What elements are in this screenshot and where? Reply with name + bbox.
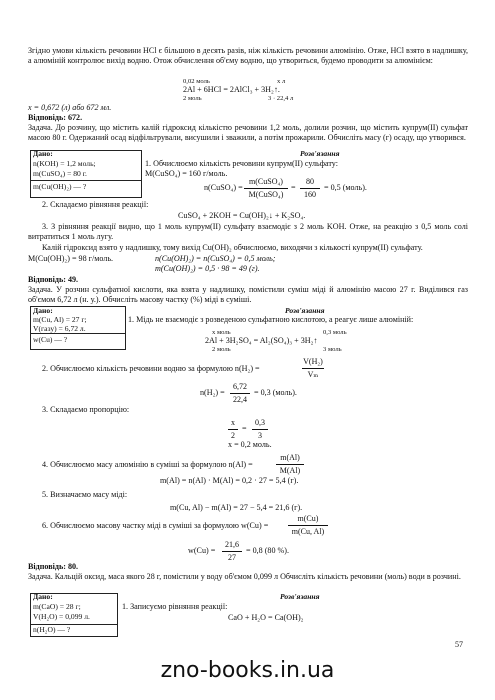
task-3-step-6-fraction: m(Cu) m(Cu, Al) — [288, 514, 328, 537]
task-3-step-6-result: = 0,8 (80 %). — [246, 546, 290, 555]
task-3-step-2-fraction-2: 6,72 22,4 — [230, 382, 250, 405]
eq3-bottom-right: 3 моль — [323, 346, 342, 353]
task-3-step-2: 2. Обчислюємо кількість речовини водню за формулою n(H₂) = — [42, 364, 260, 373]
task-2-formula-left: n(CuSO₄) = — [204, 183, 243, 192]
task-2-given-2: m(CuSO₄) = 80 г. — [33, 169, 87, 178]
task-3-step-6-formula-left: w(Cu) = — [188, 546, 216, 555]
task-4-find: n(H₂O) — ? — [33, 625, 71, 634]
task-3-given-heading: Дано: — [33, 306, 53, 315]
task-2-fraction-1: m(CuSO₄) M(CuSO₄) — [244, 177, 288, 200]
task-3-step-2-formula-left: n(H₂) = — [200, 388, 225, 397]
task-3-step-1: 1. Мідь не взаємодіє з розведеною сульфатною кислотою, а реагує лише алюміній: — [128, 315, 414, 324]
answer-2: Відповідь: 49. — [28, 275, 79, 284]
eq1-bottom-right: 3 · 22,4 л — [268, 95, 294, 102]
task-2-given-heading: Дано: — [33, 149, 53, 158]
textbook-page: Згідно умови кількість речовини HCl є більшою в десять разів, ніж кількість речовини алюмінію. Отже, HCl взято в надлишку, а алюміній контролює вихід водню. Отож обчислення об'єму водню, що утвориться, будемо проводити за алюмінієм: 0,02 моль x л 2Al + 6HCl = 2AlCl₃ + 3H₂↑. 2 моль 3 · 22,4 л x = 0,672 (л) або 672 мл. Відповідь: 672. Задача. До розчину, що містить калій гідроксид кількістю речовини 1,2 моль, долили розчин, що містить купрум(II) сульфат масою 80 г. Одержаний осад відфільтрували, висушили і зважили, а потім прожарили. Обчисліть масу (г) осаду, що утворився. Дано: Розв'язання n(KOH) = 1,2 моль; m(CuSO₄) = 80 г. m(Cu(OH)₂) — ? 1. Обчислюємо кількість речовини купрум(II) сульфату: M(CuSO₄) = 160 г/моль. n(CuSO₄) = m(CuSO₄) M(CuSO₄) = 80 160 = 0,5 (моль). 2. Складаємо рівняння реакції: CuSO₄ + 2KOH = Cu(OH)₂↓ + K₂SO₄. 3. З рівняння реакції видно, що 1 моль купрум(II) сульфату взаємодіє з 2 моль KOH. Отже, на реакцію з 0,5 моль солі витратиться 1 моль лугу. Калій гідроксид взято у надлишку, тому вихід Cu(OH)₂ обчислюємо, виходячи з кількості купрум(II) сульфату. M(Cu(OH)₂) = 98 г/моль. n(Cu(OH)₂) = n(CuSO₄) = 0,5 моль; m(Cu(OH)₂) = 0,5 · 98 = 49 (г). Відповідь: 49. Задача. У розчин сульфатної кислоти, яка взята у надлишку, помістили суміш міді й алюмінію масою 27 г. Виділився газ об'ємом 6,72 л (н. у.). Обчисліть масову частку (%) міді в суміші. Дано: Розв'язання m(Cu, Al) = 27 г; V(газу) = 6,72 л. w(Cu) — ? 1. Мідь не взаємодіє з розведеною сульфатною кислотою, а реагує лише алюміній: x моль 0,3 моль 2Al + 3H₂SO₄ = Al₂(SO₄)₃ + 3H₂↑ 2 моль 3 моль 2. Обчислюємо кількість речовини водню за формулою n(H₂) = V(H₂) Vₘ n(H₂) = 6,72 22,4 = 0,3 (моль). 3. Складаємо пропорцію: x 2 = 0,3 3 x = 0,2 моль. 4. Обчислюємо масу алюмінію в суміші за формулою n(Al) = m(Al) M(Al) m(Al) = n(Al) · M(Al) = 0,2 · 27 = 5,4 (г). 5. Визначаємо масу міді: m(Cu, Al) − m(Al) = 27 − 5,4 = 21,6 (г). 6. Обчислюємо масову частку міді в суміші за формулою w(Cu) = m(Cu) m(Cu, Al) w(Cu) = 21,6 27 = 0,8 (80 %). Відповідь: 80. Задача. Кальцій оксид, маса якого 28 г, помістили у воду об'ємом 0,099 л Обчисліть кількість речовини (моль) води в розчині. Дано: Розв'язання m(CaO) = 28 г; V(H₂O) = 0,099 л. n(H₂O) — ? 1. Записуємо рівняння реакції: CaO + H₂O = Ca(OH)₂ 57 zno-books.in.ua — [0, 0, 495, 700]
task-3-step-6: 6. Обчислюємо масову частку міді в суміші за формулою w(Cu) = — [42, 521, 269, 530]
eq1-top-right: x л — [277, 78, 286, 85]
task-2-fraction-2: 80 160 — [300, 177, 320, 200]
task-2-step-5c: m(Cu(OH)₂) = 0,5 · 98 = 49 (г). — [155, 264, 260, 273]
task-3-step-2-fraction: V(H₂) Vₘ — [303, 357, 323, 379]
task-3-step-6-fraction-2: 21,6 27 — [222, 540, 242, 563]
task-3-step-4: 4. Обчислюємо масу алюмінію в суміші за формулою n(Al) = — [42, 460, 253, 469]
task-2-formula-result: = 0,5 (моль). — [324, 183, 367, 192]
task-3-given-1: m(Cu, Al) = 27 г; — [33, 315, 87, 324]
task-3-given-2: V(газу) = 6,72 л. — [33, 324, 86, 333]
equation-2: CuSO₄ + 2KOH = Cu(OH)₂↓ + K₂SO₄. — [178, 211, 306, 220]
task-3-step-5-result: m(Cu, Al) − m(Al) = 27 − 5,4 = 21,6 (г). — [170, 503, 303, 512]
equation-3: 2Al + 3H₂SO₄ = Al₂(SO₄)₃ + 3H₂↑ — [205, 336, 318, 345]
task-2-find: m(Cu(OH)₂) — ? — [33, 182, 87, 191]
watermark: zno-books.in.ua — [160, 658, 335, 683]
task-3-solution-heading: Розв'язання — [285, 306, 325, 315]
task-2-step-5a: M(Cu(OH)₂) = 98 г/моль. — [28, 254, 114, 263]
task-3-step-5: 5. Визначаємо масу міді: — [42, 490, 128, 499]
task-2-molar-mass: M(CuSO₄) = 160 г/моль. — [145, 169, 228, 178]
task-4-equation: CaO + H₂O = Ca(OH)₂ — [228, 613, 304, 622]
task-2-step-4: Калій гідроксид взято у надлишку, тому вихід Cu(OH)₂ обчислюємо, виходячи з кількості купрум(II) сульфату. — [42, 243, 423, 252]
task-3-step-4-fraction: m(Al) M(Al) — [276, 453, 304, 476]
equation-1: 2Al + 6HCl = 2AlCl₃ + 3H₂↑. — [183, 85, 280, 94]
task-3-step-3-result: x = 0,2 моль. — [228, 440, 272, 449]
task-3-step-3: 3. Складаємо пропорцію: — [42, 405, 130, 414]
task-3-proportion-left: x 2 — [228, 418, 238, 441]
task-4-given-1: m(CaO) = 28 г; — [33, 602, 81, 611]
eq1-top-left: 0,02 моль — [183, 78, 210, 85]
task-2-step-1: 1. Обчислюємо кількість речовини купрум(II) сульфату: — [145, 159, 338, 168]
eq1-bottom-left: 2 моль — [183, 95, 202, 102]
eq3-top-right: 0,3 моль — [323, 329, 347, 336]
task-2-given-1: n(KOH) = 1,2 моль; — [33, 159, 96, 168]
page-number: 57 — [455, 640, 463, 649]
task-4-solution-heading: Розв'язання — [280, 592, 320, 601]
task-3-statement: Задача. У розчин сульфатної кислоти, яка взята у надлишку, помістили суміш міді й алюмінію масою 27 г. Виділився газ об'ємом 6,72 л (н. у.). Обчисліть масову частку (%) міді в суміші. — [28, 285, 468, 305]
intro-paragraph: Згідно умови кількість речовини HCl є більшою в десять разів, ніж кількість речовини алюмінію. Отже, HCl взято в надлишку, а алюміній контролює вихід водню. Отож обчислення об'єму водню, що утвориться, будемо проводити за алюмінієм: — [28, 46, 468, 66]
task-2-solution-heading: Розв'язання — [300, 149, 340, 158]
task-4-given-heading: Дано: — [33, 592, 53, 601]
answer-3: Відповідь: 80. — [28, 562, 79, 571]
task-3-find: w(Cu) — ? — [33, 335, 68, 344]
task-2-step-5b: n(Cu(OH)₂) = n(CuSO₄) = 0,5 моль; — [155, 254, 276, 263]
eq3-top-left: x моль — [212, 329, 231, 336]
result-1: x = 0,672 (л) або 672 мл. — [28, 103, 112, 112]
task-3-proportion-right: 0,3 3 — [252, 418, 268, 441]
task-4-given-2: V(H₂O) = 0,099 л. — [33, 612, 90, 621]
task-2-step-3: 3. З рівняння реакції видно, що 1 моль купрум(II) сульфату взаємодіє з 2 моль KOH. Отже, на реакцію з 0,5 моль солі витратиться 1 моль лугу. — [28, 222, 468, 242]
task-4-statement: Задача. Кальцій оксид, маса якого 28 г, помістили у воду об'ємом 0,099 л Обчисліть кількість речовини (моль) води в розчині. — [28, 572, 461, 581]
task-4-step-1: 1. Записуємо рівняння реакції: — [122, 602, 228, 611]
task-3-step-2-result: = 0,3 (моль). — [254, 388, 297, 397]
task-3-step-4-result: m(Al) = n(Al) · M(Al) = 0,2 · 27 = 5,4 (г). — [160, 476, 299, 485]
task-2-statement: Задача. До розчину, що містить калій гідроксид кількістю речовини 1,2 моль, долили розчин, що містить купрум(II) сульфат масою 80 г. Одержаний осад відфільтрували, висушили і зважили, а потім прожарили. Обчисліть масу (г) осаду, що утворився. — [28, 123, 468, 143]
eq3-bottom-left: 2 моль — [212, 346, 231, 353]
task-2-step-2: 2. Складаємо рівняння реакції: — [42, 200, 149, 209]
answer-1: Відповідь: 672. — [28, 113, 83, 122]
